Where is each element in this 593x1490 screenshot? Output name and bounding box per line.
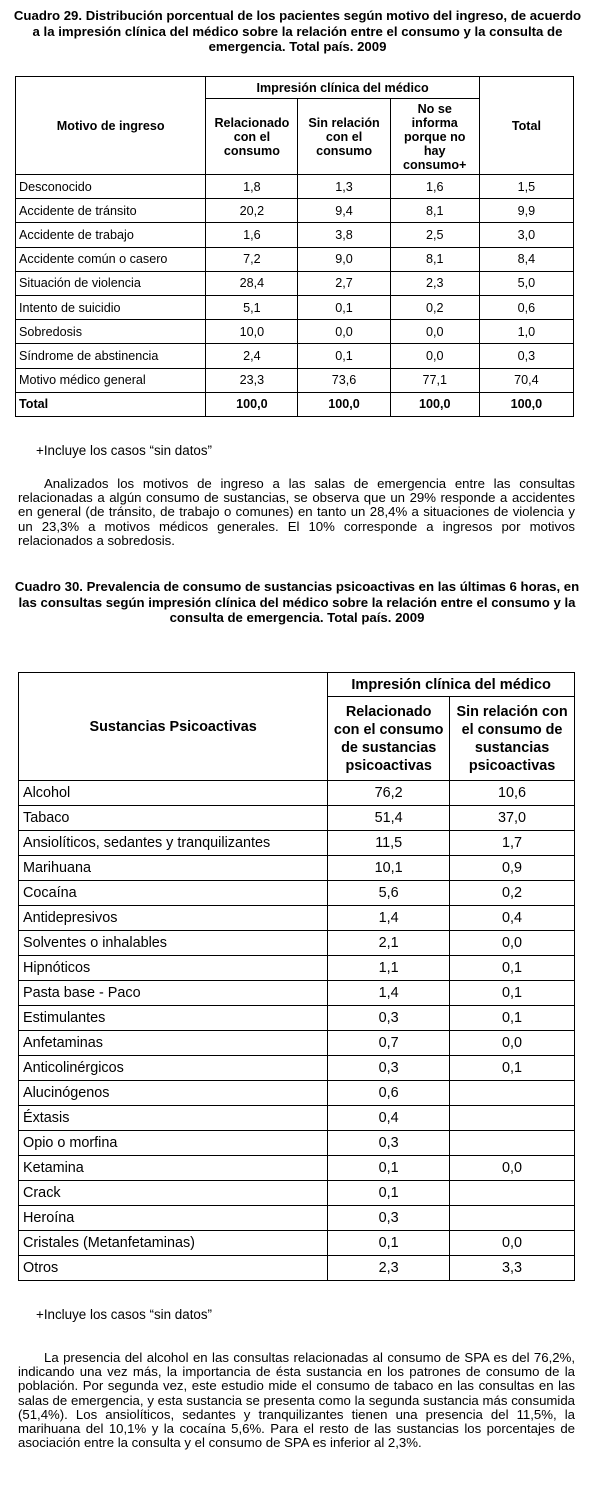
row-label: Pasta base - Paco <box>19 981 328 1006</box>
row-label: Alucinógenos <box>19 1081 328 1106</box>
table-30-col2-header: Sin relación con el consumo de sustancias psicoactivas <box>450 697 575 781</box>
row-label: Estimulantes <box>19 1006 328 1031</box>
cell-value: 0,3 <box>328 1006 450 1031</box>
row-label: Accidente de tránsito <box>16 199 206 223</box>
cell-value: 1,8 <box>206 175 298 199</box>
paragraph-1: Analizados los motivos de ingreso a las salas de emergencia entre las consultas relacionadas a algún consumo de sustancias, se observa que un 29% responde a accidentes en general (de tránsito, de trabajo o comunes) en tanto un 28,4% a situaciones de violencia y un 23,3% a motivos médicos generales. El 10% corresponde a ingresos por motivos relacionados a sobredosis. <box>18 476 575 548</box>
cell-value: 0,9 <box>450 856 575 881</box>
table-row <box>16 320 574 344</box>
cell-value: 76,2 <box>328 781 450 806</box>
cell-value: 0,7 <box>328 1031 450 1056</box>
cell-value: 0,3 <box>328 1056 450 1081</box>
table-29-row-header: Motivo de ingreso <box>16 77 206 175</box>
cell-value: 0,1 <box>450 1006 575 1031</box>
cell-value: 8,1 <box>390 247 479 271</box>
table-29 <box>15 76 574 417</box>
table-row <box>19 1131 575 1156</box>
cell-value: 28,4 <box>206 271 298 295</box>
row-label: Opio o morfina <box>19 1131 328 1156</box>
cell-value: 1,4 <box>328 906 450 931</box>
cell-value: 37,0 <box>450 806 575 831</box>
row-label: Antidepresivos <box>19 906 328 931</box>
table-row <box>19 831 575 856</box>
cell-value: 70,4 <box>479 368 573 392</box>
cell-value: 0,1 <box>328 1231 450 1256</box>
cell-value: 8,1 <box>390 199 479 223</box>
table-row <box>19 981 575 1006</box>
table-row <box>16 223 574 247</box>
cell-value: 1,6 <box>390 175 479 199</box>
cell-value: 11,5 <box>328 831 450 856</box>
cell-value: 2,1 <box>328 931 450 956</box>
table-row <box>16 271 574 295</box>
table-row <box>16 247 574 271</box>
cell-value: 2,3 <box>328 1256 450 1281</box>
table-row <box>16 199 574 223</box>
cell-value: 0,6 <box>328 1081 450 1106</box>
cell-value: 10,1 <box>328 856 450 881</box>
cell-value <box>450 1206 575 1231</box>
cell-value: 5,6 <box>328 881 450 906</box>
table-row <box>19 1006 575 1031</box>
table-row <box>19 1031 575 1056</box>
cell-value: 0,6 <box>479 295 573 319</box>
table-row <box>19 1256 575 1281</box>
cell-value: 5,0 <box>479 271 573 295</box>
table-row <box>19 881 575 906</box>
row-label: Accidente de trabajo <box>16 223 206 247</box>
cell-value: 77,1 <box>390 368 479 392</box>
row-label: Motivo médico general <box>16 368 206 392</box>
cell-value: 1,3 <box>298 175 390 199</box>
table-29-footnote: +Incluye los casos “sin datos” <box>36 443 213 458</box>
cell-value: 0,1 <box>328 1156 450 1181</box>
cell-value: 51,4 <box>328 806 450 831</box>
cell-value: 0,0 <box>450 931 575 956</box>
cell-value <box>450 1106 575 1131</box>
row-label: Anticolinérgicos <box>19 1056 328 1081</box>
cell-value: 2,7 <box>298 271 390 295</box>
cell-value: 0,1 <box>450 981 575 1006</box>
table-30-caption: Cuadro 30. Prevalencia de consumo de sustancias psicoactivas en las últimas 6 horas, en las consultas según impresión clínica del médico sobre la relación entre el consumo y la consulta de emergencia. Total país. 2009 <box>14 579 580 625</box>
cell-value: 5,1 <box>206 295 298 319</box>
row-label: Hipnóticos <box>19 956 328 981</box>
paragraph-2: La presencia del alcohol en las consultas relacionadas al consumo de SPA es del 76,2%, indicando una vez más, la importancia de ésta sustancia en los patrones de consumo de la población. Por segunda vez, este estudio mide el consumo de tabaco en las consultas en las salas de emergencia, y esta sustancia se presenta como la segunda sustancia más consumida (51,4%). Los ansiolíticos, sedantes y tranquilizantes tienen una presencia del 11,5%, la marihuana del 10,1% y la cocaína 5,6%. Para el resto de las sustancias los porcentajes de asociación entre la consulta y el consumo de SPA es inferior al 2,3%. <box>18 1350 575 1451</box>
table-29-total-header: Total <box>479 77 573 175</box>
row-label: Accidente común o casero <box>16 247 206 271</box>
table-30-footnote: +Incluye los casos “sin datos” <box>36 1307 213 1322</box>
table-row <box>19 1231 575 1256</box>
cell-value <box>450 1131 575 1156</box>
table-row <box>19 1081 575 1106</box>
cell-value: 9,9 <box>479 199 573 223</box>
cell-value: 0,0 <box>450 1231 575 1256</box>
cell-value: 100,0 <box>479 392 573 416</box>
cell-value: 9,0 <box>298 247 390 271</box>
table-row <box>19 806 575 831</box>
cell-value: 3,0 <box>479 223 573 247</box>
row-label: Alcohol <box>19 781 328 806</box>
cell-value: 20,2 <box>206 199 298 223</box>
cell-value: 1,5 <box>479 175 573 199</box>
table-30-col1-header: Relacionado con el consumo de sustancias psicoactivas <box>328 697 450 781</box>
cell-value <box>450 1081 575 1106</box>
cell-value: 7,2 <box>206 247 298 271</box>
row-label: Sobredosis <box>16 320 206 344</box>
row-label: Cristales (Metanfetaminas) <box>19 1231 328 1256</box>
cell-value: 9,4 <box>298 199 390 223</box>
cell-value: 100,0 <box>298 392 390 416</box>
table-row <box>19 931 575 956</box>
cell-value: 1,1 <box>328 956 450 981</box>
cell-value: 10,0 <box>206 320 298 344</box>
row-label: Crack <box>19 1181 328 1206</box>
cell-value: 0,3 <box>328 1206 450 1231</box>
cell-value: 0,1 <box>298 295 390 319</box>
table-30-group-header: Impresión clínica del médico <box>328 673 575 697</box>
row-label: Heroína <box>19 1206 328 1231</box>
cell-value: 2,5 <box>390 223 479 247</box>
cell-value: 0,1 <box>328 1181 450 1206</box>
cell-value: 0,3 <box>328 1131 450 1156</box>
table-row <box>19 781 575 806</box>
table-row <box>16 344 574 368</box>
cell-value: 2,4 <box>206 344 298 368</box>
table-29-col3-header: No se informa porque no hay consumo+ <box>390 99 479 175</box>
cell-value: 0,3 <box>479 344 573 368</box>
row-label: Anfetaminas <box>19 1031 328 1056</box>
row-label: Otros <box>19 1256 328 1281</box>
cell-value: 100,0 <box>390 392 479 416</box>
row-label: Total <box>16 392 206 416</box>
cell-value: 1,0 <box>479 320 573 344</box>
cell-value: 1,6 <box>206 223 298 247</box>
table-29-caption: Cuadro 29. Distribución porcentual de los pacientes según motivo del ingreso, de acuerdo a la impresión clínica del médico sobre la relación entre el consumo y la consulta de emergencia. Total país. 2009 <box>13 8 582 54</box>
total-row <box>16 392 574 416</box>
cell-value: 0,0 <box>390 344 479 368</box>
table-row <box>19 1156 575 1181</box>
table-row <box>19 1056 575 1081</box>
cell-value: 0,4 <box>328 1106 450 1131</box>
table-29-col2-header: Sin relación con el consumo <box>298 99 390 175</box>
cell-value: 10,6 <box>450 781 575 806</box>
row-label: Tabaco <box>19 806 328 831</box>
cell-value: 1,4 <box>328 981 450 1006</box>
cell-value: 73,6 <box>298 368 390 392</box>
table-row <box>16 175 574 199</box>
table-row <box>19 906 575 931</box>
cell-value: 3,8 <box>298 223 390 247</box>
cell-value: 0,2 <box>390 295 479 319</box>
cell-value: 2,3 <box>390 271 479 295</box>
cell-value: 23,3 <box>206 368 298 392</box>
row-label: Cocaína <box>19 881 328 906</box>
cell-value: 0,0 <box>450 1156 575 1181</box>
cell-value: 100,0 <box>206 392 298 416</box>
row-label: Síndrome de abstinencia <box>16 344 206 368</box>
cell-value: 0,1 <box>450 956 575 981</box>
row-label: Intento de suicidio <box>16 295 206 319</box>
row-label: Ketamina <box>19 1156 328 1181</box>
table-row <box>19 956 575 981</box>
cell-value: 0,1 <box>450 1056 575 1081</box>
cell-value: 0,0 <box>450 1031 575 1056</box>
row-label: Situación de violencia <box>16 271 206 295</box>
table-row <box>19 856 575 881</box>
cell-value: 0,0 <box>390 320 479 344</box>
row-label: Solventes o inhalables <box>19 931 328 956</box>
row-label: Marihuana <box>19 856 328 881</box>
table-30 <box>18 672 575 1281</box>
cell-value: 8,4 <box>479 247 573 271</box>
row-label: Ansiolíticos, sedantes y tranquilizantes <box>19 831 328 856</box>
table-row <box>16 368 574 392</box>
cell-value: 3,3 <box>450 1256 575 1281</box>
table-row <box>19 1181 575 1206</box>
table-row <box>19 1106 575 1131</box>
cell-value: 0,2 <box>450 881 575 906</box>
table-row <box>16 295 574 319</box>
table-29-group-header: Impresión clínica del médico <box>206 77 479 99</box>
cell-value: 0,1 <box>298 344 390 368</box>
row-label: Desconocido <box>16 175 206 199</box>
cell-value: 0,4 <box>450 906 575 931</box>
cell-value <box>450 1181 575 1206</box>
table-29-col1-header: Relacionado con el consumo <box>206 99 298 175</box>
table-row <box>19 1206 575 1231</box>
row-label: Éxtasis <box>19 1106 328 1131</box>
table-30-row-header: Sustancias Psicoactivas <box>19 673 328 781</box>
cell-value: 0,0 <box>298 320 390 344</box>
cell-value: 1,7 <box>450 831 575 856</box>
